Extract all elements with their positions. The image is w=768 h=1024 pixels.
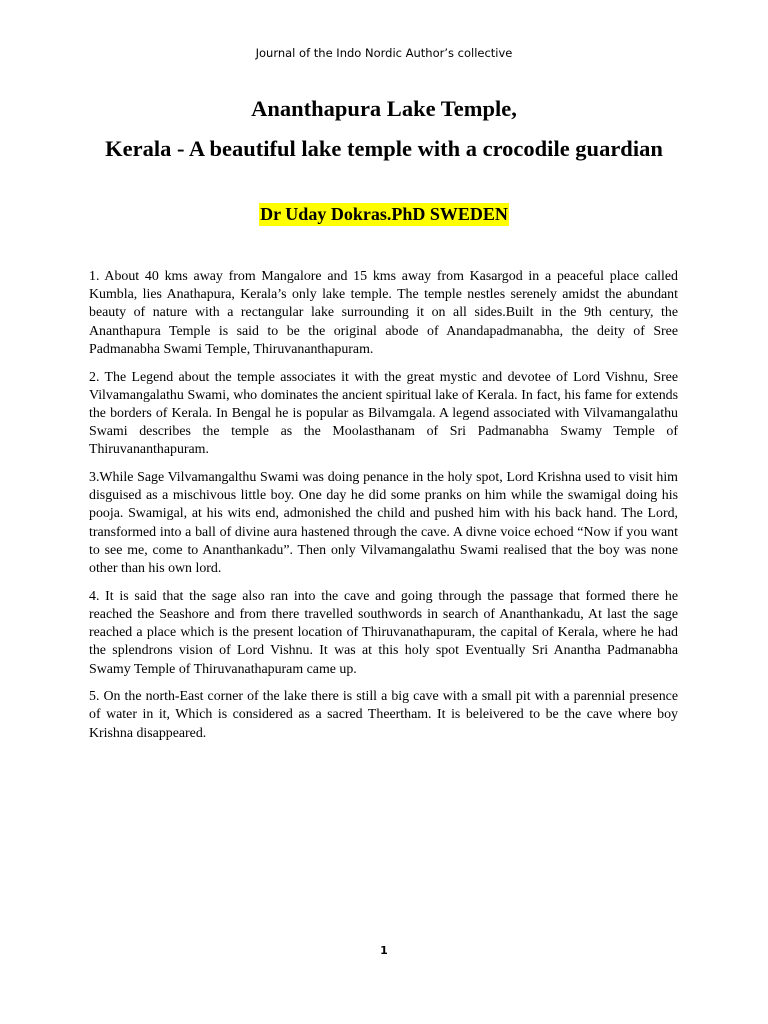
title-line-1: Ananthapura Lake Temple, — [251, 96, 517, 121]
paragraph-3: 3.While Sage Vilvamangalthu Swami was doing penance in the holy spot, Lord Krishna used to visit him disguised as a mischivous little boy. One day he did some pranks on him while the swamigal doing his pooja. Swamigal, at his wits end, admonished the child and pushed him with his back hand. The Lord, transformed into a ball of divine aura hastened through the cave. A divne voice echoed “Now if you want to see me, come to Ananthankadu”. Then only Vilvamangalathu Swami realised that the boy was none other than his own lord. — [89, 470, 678, 577]
paragraph-5: 5. On the north-East corner of the lake there is still a big cave with a small pit with a parennial presence of water in it, Which is considered as a sacred Theertham. It is beleivered to be the cave where boy Krishna disappeared. — [89, 689, 678, 741]
author-line — [0, 202, 768, 226]
paragraph-4: 4. It is said that the sage also ran into the cave and going through the passage that formed there he reached the Seashore and from there travelled southwords in search of Ananthankadu, At last the sage reached a place which is the present location of Thiruvanathapuram, the capital of Kerala, where he had the splendrons vision of Lord Vishnu. It was at this holy spot Eventually Sri Anantha Padmanabha Swamy Temple of Thiruvanathapuram came up. — [89, 588, 678, 677]
paragraph-1: 1. About 40 kms away from Mangalore and 15 kms away from Kasargod in a peaceful place called Kumbla, lies Anathapura, Kerala’s only lake temple. The temple nestles serenely amidst the abundant beauty of nature with a rectangular lake surrounding it on all sides.Built in the 9th century, the Ananthapura Temple is said to be the original abode of Anandapadmanabha, the deity of Sree Padmanabha Swami Temple, Thiruvananthapuram. — [89, 269, 678, 357]
author-highlight: Dr Uday Dokras.PhD SWEDEN — [260, 204, 508, 224]
journal-header: Journal of the Indo Nordic Author’s collective — [255, 46, 513, 60]
article-body — [89, 268, 678, 752]
page-number: 1 — [380, 944, 388, 957]
paragraph-2: 2. The Legend about the temple associates it with the great mystic and devotee of Lord Vishnu, Sree Vilvamangalathu Swami, who dominates the ancient spiritual lake of Kerala. In fact, his fame for extends the borders of Kerala. In Bengal he is popular as Bilvamgala. A legend associated with Vilvamangalathu Swami describes the temple as the Moolasthanam of Sri Padmanabha Swamy Temple of Thiruvananthapuram. — [89, 369, 678, 458]
article-title — [90, 93, 678, 165]
title-line-2: Kerala - A beautiful lake temple with a crocodile guardian — [105, 136, 663, 161]
